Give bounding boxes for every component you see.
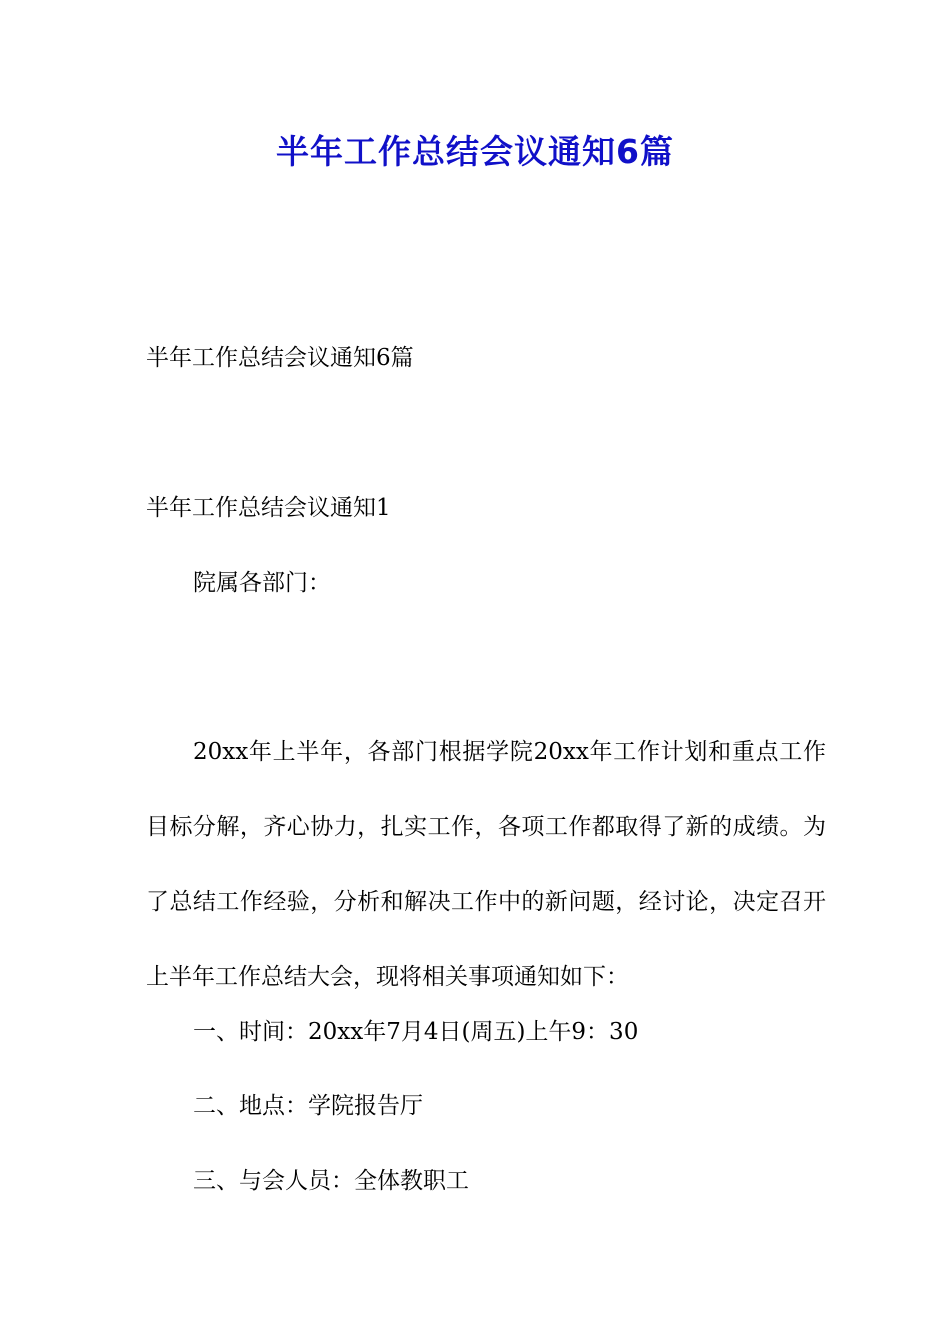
body-paragraph: 20xx年上半年，各部门根据学院20xx年工作计划和重点工作目标分解，齐心协力，扎实工作，各项工作都取得了新的成绩。为了总结工作经验，分析和解决工作中的新问题，经讨论，决定召开上半年工作总结大会，现将相关事项通知如下： <box>146 739 826 990</box>
document-subtitle: 半年工作总结会议通知6篇 <box>146 345 414 371</box>
section-heading: 半年工作总结会议通知1 <box>146 495 391 521</box>
notice-item-time: 一、时间：20xx年7月4日(周五)上午9：30 <box>193 1019 639 1045</box>
document-title: 半年工作总结会议通知6篇 <box>276 132 674 171</box>
notice-item-location: 二、地点：学院报告厅 <box>193 1093 423 1119</box>
salutation: 院属各部门： <box>193 570 331 596</box>
notice-item-attendees: 三、与会人员：全体教职工 <box>193 1168 469 1194</box>
